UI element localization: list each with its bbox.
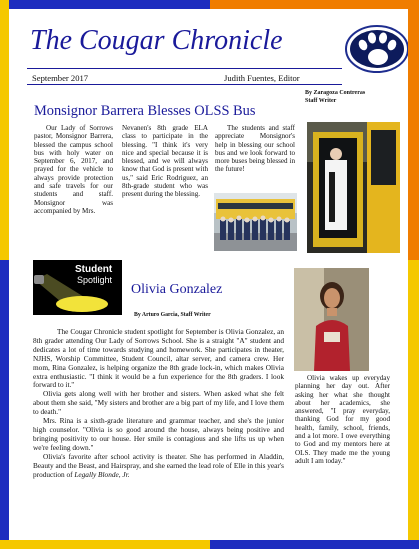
editor-name: Judith Fuentes, Editor xyxy=(224,73,300,83)
article-olivia-paragraph-3: Mrs. Rina is a sixth-grade literature and grammar teacher, and she's the junior high counselor. "Olivia is so good around the house, always being positive and bringing positivity to our house. Her smile is contagious and she lifts us up when we're feeling down." xyxy=(33,416,286,452)
article-olivia-paragraph-1: The Cougar Chronicle student spotlight for September is Olivia Gonzalez, an 8th grader attending Our Lady of Sorrows School. She is a straight "A" student and dedicates a lot of time towards studying and homework. She participates in theater, NJHS, Worship Committee, Student Council, altar server, and camera crew. Her mom, Rina Gonzalez, is helping organize the 8th grade lock-in, which makes Olivia extra enthusiastic. "I think it would be a fun experience for the 8th graders. I look forward to it." xyxy=(33,327,286,390)
article-bus-text-3: The students and staff appreciate Monsignor's help in blessing our school bus and we look forward to more buses being blessed in the future! xyxy=(215,124,297,174)
article-olivia-paragraph-4 xyxy=(33,453,284,480)
students-group-photo xyxy=(214,193,297,251)
masthead-rule-top xyxy=(27,68,342,69)
issue-date: September 2017 xyxy=(32,73,89,83)
play-title: Legally Blonde, Jr. xyxy=(74,469,130,479)
article-olivia-paragraph-2: Olivia gets along well with her brother and sisters. When asked what she felt about them she said, "My sisters and brother are a big part of my life, and I love them to death." xyxy=(33,389,286,417)
article-byline-bus: By Zaragoza Contreras Staff Writer xyxy=(305,90,366,104)
article-headline-olivia: Olivia Gonzalez xyxy=(131,282,223,297)
article-bus-column-2 xyxy=(122,124,208,199)
monsignor-bus-photo xyxy=(307,122,400,253)
cougar-paw-icon xyxy=(345,21,408,73)
article-olivia-body xyxy=(33,328,284,479)
student-spotlight-graphic xyxy=(33,260,122,315)
border-right-orange xyxy=(408,0,419,260)
article-olivia-paragraph-4-text: Olivia's favorite after school activity is theater. She has performed in Aladdin, Beauty and the Beast, and Hairspray, and she earned the lead role of Elle in this year's production of xyxy=(33,451,286,479)
article-headline-bus: Monsignor Barrera Blesses OLSS Bus xyxy=(34,103,256,119)
spotlight-word-2: Spotlight xyxy=(77,275,113,285)
border-top-orange xyxy=(210,0,419,9)
article-bus-text-1: Our Lady of Sorrows pastor, Monsignor Barrera, blessed the campus school bus with holy water on September 6, 2017, and prayed for the vehicle to always provide protection and safe travels for our students and staff. Monsignor was accompanied by Mrs. xyxy=(34,124,115,215)
border-left-blue xyxy=(0,260,9,549)
article-olivia-quote-text: Olivia wakes up everyday planning her day out. After asking her what she thought about her academics, she answered, "I pray everyday, thanking God for my good health, family, school, friends, and a lot more. I owe everything to God and my mentors here at OLS. They made me the young adult I am today." xyxy=(295,374,392,465)
border-right-yellow xyxy=(408,260,419,549)
border-bottom-blue xyxy=(210,540,419,549)
newsletter-page xyxy=(9,9,408,540)
border-left-yellow xyxy=(0,0,9,260)
border-top-blue xyxy=(0,0,210,9)
article-byline-olivia: By Arturo Garcia, Staff Writer xyxy=(134,312,211,318)
masthead-title: The Cougar Chronicle xyxy=(30,25,283,56)
border-bottom-yellow xyxy=(0,540,210,549)
article-bus-column-3 xyxy=(215,124,295,174)
masthead-rule-bottom xyxy=(27,84,342,85)
article-olivia-quote xyxy=(295,374,390,465)
olivia-portrait-photo xyxy=(294,268,369,371)
article-bus-column-1 xyxy=(34,124,113,215)
article-bus-text-2: Nevanen's 8th grade ELA class to participate in the blessing. "I think it's very nice and special because it is blessed, and we will always know that God is present with us," said Eric Rodriguez, an 8th-grade student who was present during the blessing. xyxy=(122,124,210,199)
spotlight-word-1: Student xyxy=(75,264,113,275)
